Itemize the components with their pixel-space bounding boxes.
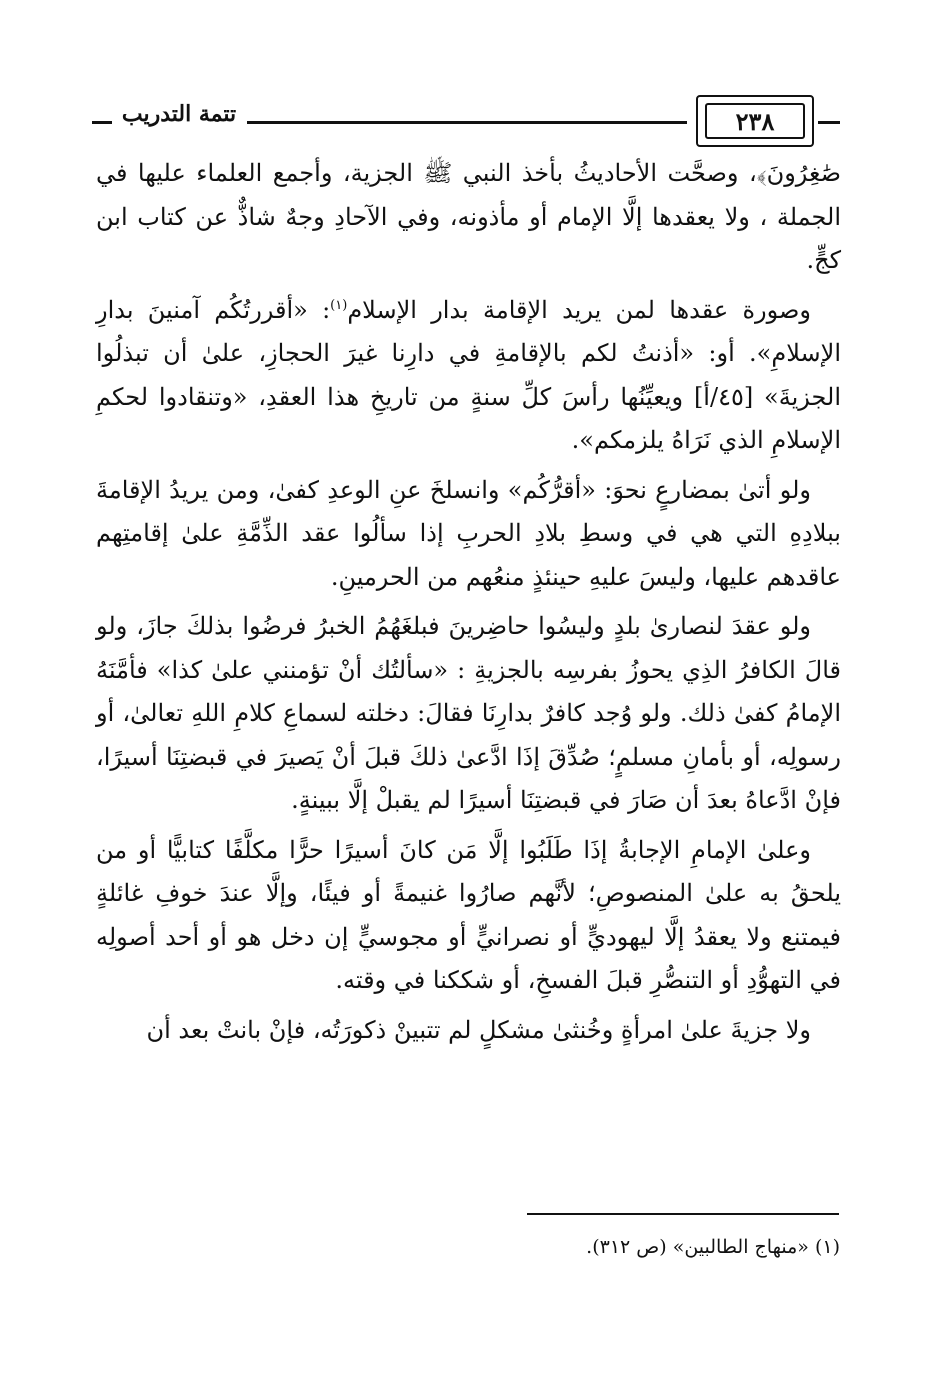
footnote	[300, 1233, 840, 1261]
running-title: تتمة التدريب	[121, 101, 237, 127]
footnote-text: «منهاج الطالبين» (ص ٣١٢).	[586, 1236, 809, 1258]
footnote-mark: (١)	[814, 1236, 840, 1258]
paragraph: ولو أتىٰ بمضارعٍ نحوَ: «أقرُّكُم» وانسلخَ عنِ الوعدِ كفىٰ، ومن يريدُ الإقامةَ ببلادِهِ التي هي في وسطِ بلادِ الحربِ إذا سألُوا عقد الذِّمَّةِ علىٰ إقامتِهم عاقدهم عليها، وليسَ عليهِ حينئذٍ منعُهم من الحرمينِ.	[96, 475, 841, 591]
footnote-separator	[527, 1213, 839, 1215]
paragraph	[96, 289, 841, 463]
header-rule-left-short	[92, 121, 112, 124]
page-number: ٢٣٨	[705, 103, 805, 139]
paragraph-text: : «أقررتُكُم آمنينَ بدارِ الإسلامِ». أو: «أذنتُ لكم بالإقامةِ في دارِنا غيرَ الحجازِ، علىٰ أن تبذلُوا الجزيةَ» [٤٥/أ] ويعيِّنُها رأسَ كلِّ سنةٍ من تاريخِ هذا العقدِ، «وتنقادوا لحكمِ الإسلامِ الذي نَرَاهُ يلزمكم».	[96, 295, 841, 454]
paragraph: وعلىٰ الإمامِ الإجابةُ إذَا طَلَبُوا إلَّا مَن كانَ أسيرًا حرًّا مكلَّفًا كتابيًّا أو من يلحقُ به علىٰ المنصوصِ؛ لأنَّهم صارُوا غنيمةً أو فيئًا، وإلَّا عندَ خوفِ غائلةٍ فيمتنع ولا يعقدُ إلَّا ليهوديٍّ أو نصرانيٍّ أو مجوسيٍّ إن دخل هو أو أحد أصولِه في التهوُّدِ أو التنصُّرِ قبلَ الفسخِ، أو شككنا في وقته.	[96, 835, 841, 994]
main-text	[96, 152, 841, 1058]
paragraph: ولا جزيةَ علىٰ امرأةٍ وخُنثىٰ مشكلٍ لم تتبينْ ذكورَتُه، فإنْ بانتْ بعد أن	[146, 1015, 811, 1044]
header-rule-right-short	[818, 121, 840, 124]
paragraph-text: وصورة عقدها لمن يريد الإقامة بدار الإسلام	[347, 295, 811, 324]
paragraph: صَٰغِرُونَ﴾، وصحَّت الأحاديثُ بأخذ النبي ﷺ الجزية، وأجمع العلماء عليها في الجملة ، ولا يعقدها إلَّا الإمام أو مأذونه، وفي الآحادِ وجهٌ شاذٌّ عن كتاب ابن كجٍّ.	[96, 159, 841, 274]
paragraph: ولو عقدَ لنصارىٰ بلدٍ وليسُوا حاضِرينَ فبلغَهُمُ الخبرُ فرضُوا بذلكَ جازَ، ولو قالَ الكافرُ الذِي يحوزُ بفرسِه بالجزيةِ : «سألتُك أنْ تؤمنني علىٰ كذا» فأمَّنَهُ الإمامُ كفىٰ ذلك. ولو وُجد كافرٌ بدارِنَا فقالَ: دخلته لسماعِ كلامِ اللهِ تعالىٰ، أو رسولِه، أو بأمانِ مسلمٍ؛ صُدِّقَ إذَا ادَّعىٰ ذلكَ قبلَ أنْ يَصيرَ في قبضتِنَا أسيرًا، فإنْ ادَّعاهُ بعدَ أن صَارَ في قبضتِنَا أسيرًا لم يقبلْ إلَّا ببينةٍ.	[96, 612, 841, 814]
header-rule-long	[247, 121, 687, 124]
footnote-ref[interactable]: (١)	[330, 297, 348, 313]
page-header	[92, 95, 840, 151]
page-number-frame	[696, 95, 814, 147]
